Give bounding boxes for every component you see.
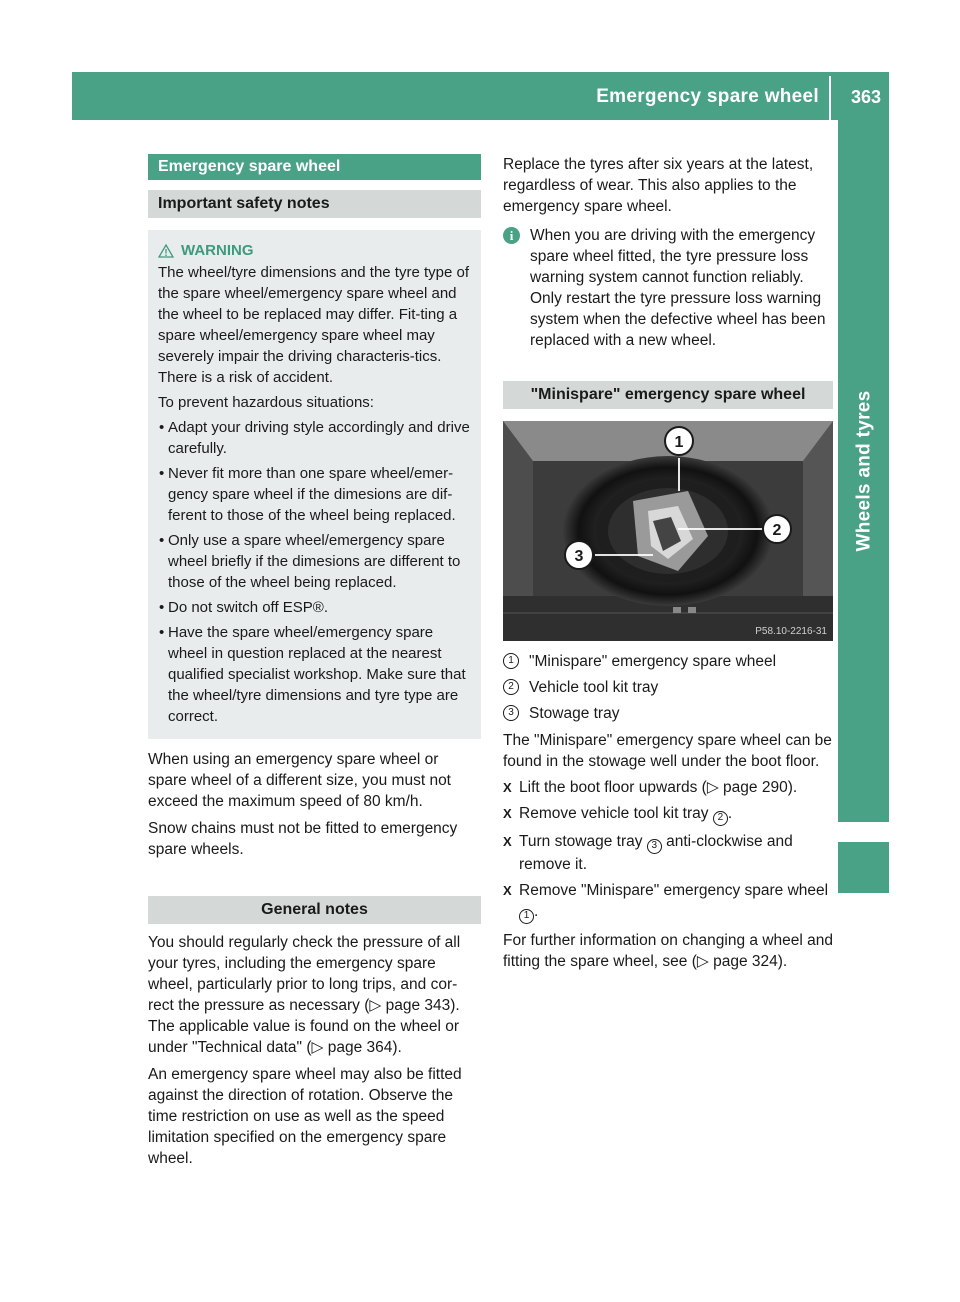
spare-wheel-illustration — [503, 421, 833, 641]
callout-3 — [565, 541, 593, 569]
warning-instruction: To prevent hazardous situations: — [158, 394, 374, 411]
right-column — [503, 154, 833, 972]
legend-text: Stowage tray — [529, 705, 620, 722]
general-notes-title: General notes — [148, 896, 481, 924]
list-item: • Adapt your driving style accordingly and drive carefully. — [159, 419, 470, 457]
minispare-title: "Minispare" emergency spare wheel — [503, 381, 833, 409]
legend-number: 1 — [503, 653, 519, 669]
replace-paragraph: Replace the tyres after six years at the latest, regardless of wear. This also applies to the emergency spare wheel. — [503, 156, 814, 215]
legend-item-1 — [503, 651, 833, 672]
step-3: X Turn stowage tray 3 anti-clockwise and remove it. — [503, 833, 793, 873]
step-arrow-icon: X — [503, 883, 512, 898]
callout-3-label: 3 — [574, 548, 584, 565]
step-arrow-icon: X — [503, 834, 512, 849]
side-tab-marker — [838, 842, 889, 893]
info-text: When you are driving with the emergency spare wheel fitted, the tyre pressure loss warning system cannot function reliably. Only restart the tyre pressure loss warning system when the defective wheel has been replaced with a new wheel. — [530, 227, 826, 349]
inline-callout: 3 — [647, 839, 662, 854]
info-note — [503, 225, 833, 351]
legend-text: "Minispare" emergency spare wheel — [529, 653, 777, 670]
speed-paragraph: When using an emergency spare wheel or spare wheel of a different size, you must not exceed the maximum speed of 80 km/h. — [148, 751, 451, 810]
general-paragraph-2: An emergency spare wheel may also be fitted against the direction of rotation. Observe the time restriction on use as well as the speed limitation specified on the emergency spare wheel. — [148, 1066, 462, 1167]
step-1: X Lift the boot floor upwards (▷ page 290). — [503, 779, 798, 796]
page-number: 363 — [850, 87, 881, 107]
step-arrow-icon: X — [503, 806, 512, 821]
spare-wheel-photo — [503, 421, 833, 641]
warning-label: WARNING — [181, 242, 254, 259]
step-2: X Remove vehicle tool kit tray 2 . — [503, 803, 833, 826]
list-item: • Do not switch off ESP®. — [159, 599, 329, 616]
warning-heading — [158, 240, 471, 261]
subsection-title: Important safety notes — [148, 190, 481, 218]
callout-1-label: 1 — [674, 434, 684, 451]
warning-box — [148, 230, 481, 739]
list-item: • Have the spare wheel/emergency spare wheel in question replaced at the nearest qualified specialist workshop. Make sure that the wheel/tyre dimensions and tyre type are correct. — [159, 624, 466, 725]
chapter-side-tab — [838, 120, 889, 822]
chapter-label: Wheels and tyres — [853, 390, 874, 552]
section-title: Emergency spare wheel — [148, 154, 481, 180]
step-arrow-icon: X — [503, 780, 512, 795]
inline-callout: 1 — [519, 909, 534, 924]
general-paragraph-1: You should regularly check the pressure of all your tyres, including the emergency spare wheel, particularly prior to long trips, and cor-rect the pressure as necessary (▷ page 343). The applicable value is found on the wheel or under "Technical data" (▷ page 364). — [148, 934, 461, 1056]
legend-item-3 — [503, 703, 833, 724]
callout-1 — [665, 427, 693, 455]
legend-number: 3 — [503, 705, 519, 721]
legend-item-2 — [503, 677, 833, 698]
left-column — [148, 154, 481, 1169]
header-title: Emergency spare wheel — [596, 86, 819, 107]
warning-triangle-icon — [158, 244, 174, 258]
callout-2-label: 2 — [772, 522, 782, 539]
list-item: • Never fit more than one spare wheel/emer-gency spare wheel if the dimesions are dif-ferent to those of the wheel being replaced. — [159, 465, 456, 524]
further-info-paragraph: For further information on changing a wheel and fitting the spare wheel, see (▷ page 324). — [503, 932, 834, 970]
snow-chains-paragraph: Snow chains must not be fitted to emergency spare wheels. — [148, 820, 458, 858]
location-paragraph: The "Minispare" emergency spare wheel can be found in the stowage well under the boot floor. — [503, 732, 832, 770]
warning-text: The wheel/tyre dimensions and the tyre type of the spare wheel/emergency spare wheel and the wheel to be replaced may differ. Fit-ting a spare wheel/emergency spare wheel may severely impair the driving characteris-tics. There is a risk of accident. — [158, 264, 470, 386]
inline-callout: 2 — [713, 811, 728, 826]
header-divider — [829, 76, 831, 120]
legend-text: Vehicle tool kit tray — [529, 679, 659, 696]
photo-code: P58.10-2216-31 — [755, 626, 827, 637]
info-icon: i — [503, 227, 520, 244]
page-header — [72, 72, 889, 120]
callout-2 — [763, 515, 791, 543]
step-4: X Remove "Minispare" emergency spare wheel 1 . — [503, 880, 833, 924]
list-item: • Only use a spare wheel/emergency spare wheel briefly if the dimesions are different to those of the wheel being replaced. — [159, 532, 461, 591]
legend-number: 2 — [503, 679, 519, 695]
